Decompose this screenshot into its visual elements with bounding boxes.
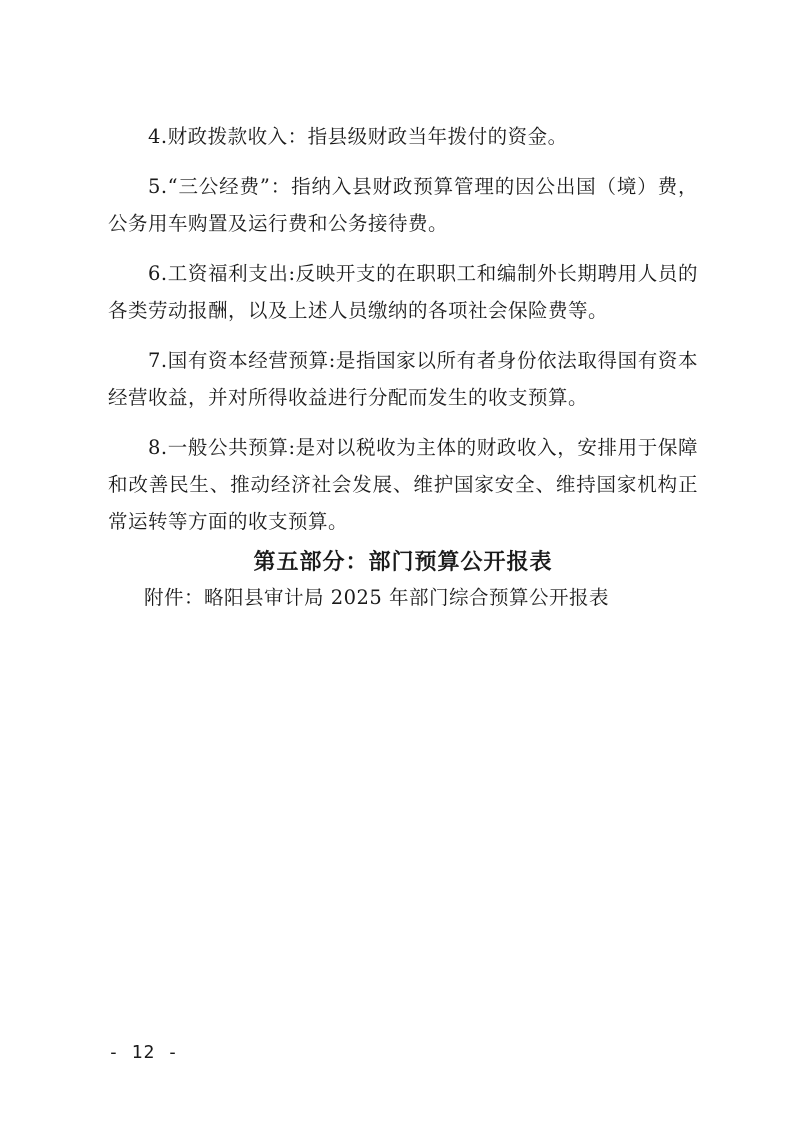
page-content bbox=[108, 118, 698, 616]
section-heading: 第五部分：部门预算公开报表 bbox=[253, 549, 553, 575]
paragraph-general-public-budget: 8.一般公共预算:是对以税收为主体的财政收入，安排用于保障和改善民生、推动经济社会发展、维护国家安全、维持国家机构正常运转等方面的收支预算。 bbox=[108, 436, 698, 533]
attachment-note: 附件：略阳县审计局 2025 年部门综合预算公开报表 bbox=[144, 586, 610, 609]
page-number: - 12 - bbox=[108, 1042, 180, 1063]
paragraph-salary-welfare-expenditure: 6.工资福利支出:反映开支的在职职工和编制外长期聘用人员的各类劳动报酬，以及上述人员缴纳的各项社会保险费等。 bbox=[108, 262, 698, 322]
paragraph-fiscal-appropriation-income: 4.财政拨款收入：指县级财政当年拨付的资金。 bbox=[148, 125, 568, 148]
paragraph-state-capital-budget: 7.国有资本经营预算:是指国家以所有者身份依法取得国有资本经营收益，并对所得收益进行分配而发生的收支预算。 bbox=[108, 349, 698, 409]
paragraph-three-public-expenses: 5.“三公经费”：指纳入县财政预算管理的因公出国（境）费，公务用车购置及运行费和公务接待费。 bbox=[108, 175, 698, 235]
